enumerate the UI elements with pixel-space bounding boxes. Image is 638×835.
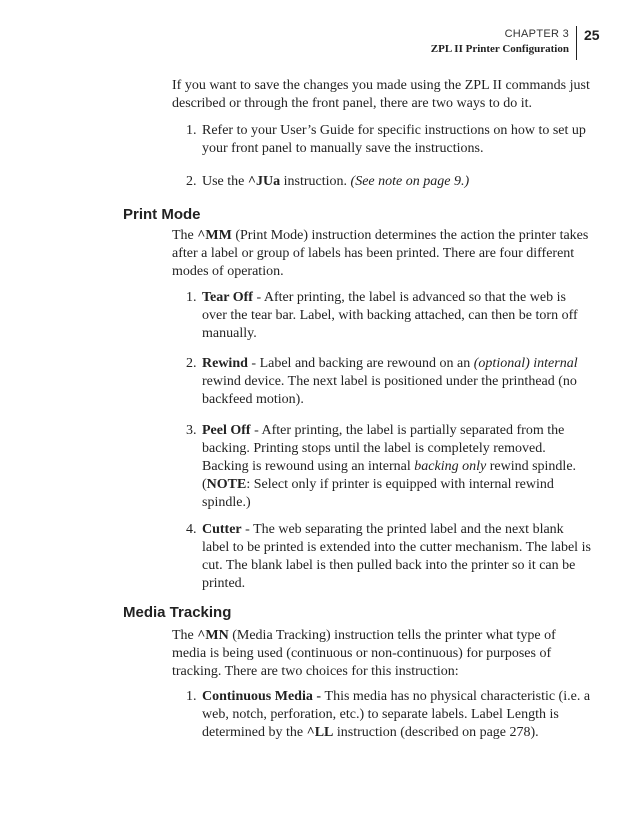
intro-paragraph: If you want to save the changes you made using the ZPL II commands just described or through the front panel, there are two ways to do it. — [172, 78, 590, 111]
mode-description: - Label and backing are rewound on an — [247, 356, 474, 371]
item-number: 3. — [186, 423, 197, 438]
print-mode-item-tear-off — [186, 289, 592, 343]
paragraph-text-pre: The — [172, 228, 198, 243]
item-number: 2. — [186, 356, 197, 371]
section-heading-print-mode: Print Mode — [123, 206, 201, 223]
mode-description: - After printing, the label is advanced so that the web is over the tear bar. Label, with backing attached, can then be torn off manually. — [202, 290, 578, 341]
item-number: 4. — [186, 522, 197, 537]
page-header — [0, 16, 638, 60]
mode-term: Tear Off — [202, 290, 253, 305]
command-code: ^JUa — [247, 174, 281, 189]
media-term: Continuous Media - — [202, 689, 325, 704]
print-mode-item-peel-off — [186, 422, 592, 512]
mode-description-italic: (optional) internal — [473, 356, 578, 371]
media-tracking-item-continuous — [186, 688, 592, 742]
item-text — [202, 521, 592, 593]
media-description: This media has no physical characteristic (i.e. a web, notch, perforation, etc.) to separate labels. Label Length is determined by the — [202, 689, 591, 740]
section-heading-media-tracking: Media Tracking — [123, 604, 232, 621]
print-mode-paragraph — [172, 227, 592, 281]
paragraph-text-pre: The — [172, 628, 198, 643]
chapter-label: CHAPTER 3 — [504, 28, 569, 40]
mode-description-post: rewind device. The next label is positioned under the printhead (no backfeed motion). — [202, 374, 577, 407]
page-number: 25 — [584, 27, 600, 43]
item-number: 2. — [186, 174, 197, 189]
item-text — [202, 422, 592, 512]
mode-term: Rewind — [202, 356, 248, 371]
item-number: 1. — [186, 689, 197, 704]
print-mode-item-cutter — [186, 521, 592, 593]
mode-description-mid: rewind spindle. ( — [202, 459, 577, 492]
item-text — [202, 355, 592, 409]
item-text — [202, 289, 592, 343]
item-text: Refer to your User’s Guide for specific instructions on how to set up your front panel to manually save the instructions. — [202, 123, 586, 156]
media-description-post: instruction (described on page 278). — [333, 725, 539, 740]
mode-term: Peel Off — [202, 423, 251, 438]
paragraph-text: (Print Mode) instruction determines the action the printer takes after a label or group of labels has been printed. There are four different modes of operation. — [172, 228, 589, 279]
command-code: ^LL — [306, 725, 334, 740]
mode-term: Cutter — [202, 522, 242, 537]
item-text-pre: Use the — [202, 174, 248, 189]
mode-description: - After printing, the label is partially separated from the backing. Printing stops until the label is completely removed. Backing is rewound using an internal — [202, 423, 565, 474]
intro-list-item — [186, 122, 592, 158]
item-number: 1. — [186, 290, 197, 305]
note-label: NOTE — [206, 477, 247, 492]
paragraph-text: (Media Tracking) instruction tells the printer what type of media is being used (continuous or non-continuous) for purposes of tracking. There are two choices for this instruction: — [172, 628, 556, 679]
print-mode-item-rewind — [186, 355, 592, 409]
intro-list-item — [186, 173, 592, 191]
media-tracking-paragraph — [172, 627, 592, 681]
item-text-mid: instruction. — [280, 174, 351, 189]
item-text — [202, 173, 592, 191]
chapter-title: ZPL II Printer Configuration — [430, 43, 569, 55]
command-code: ^MM — [197, 228, 232, 243]
item-number: 1. — [186, 123, 197, 138]
command-code: ^MN — [197, 628, 229, 643]
item-text — [202, 688, 592, 742]
mode-description-post: : Select only if printer is equipped with internal rewind spindle.) — [202, 477, 554, 510]
mode-description-italic: backing only — [414, 459, 487, 474]
page-reference-note: (See note on page 9.) — [350, 174, 470, 189]
mode-description: - The web separating the printed label and the next blank label to be printed is extended into the cutter mechanism. The label is cut. The blank label is then pulled back into the printer so it can be printed. — [202, 522, 591, 591]
header-divider — [576, 26, 577, 60]
